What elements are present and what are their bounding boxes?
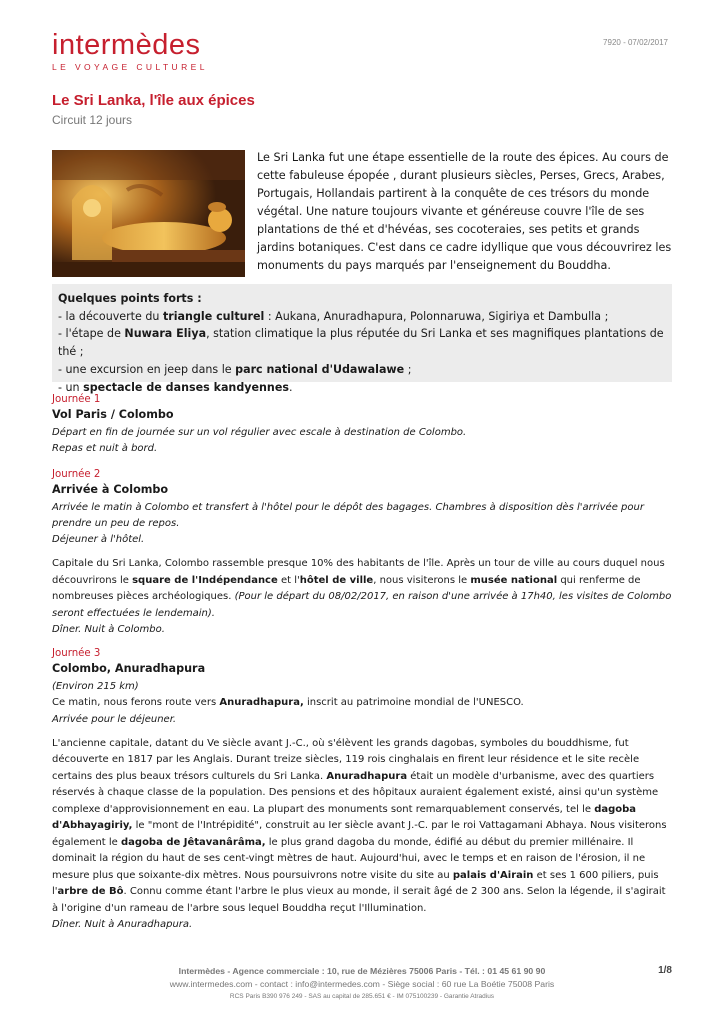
day-title: Vol Paris / Colombo bbox=[52, 408, 174, 421]
day-note: Arrivée le matin à Colombo et transfert à l'hôtel pour le dépôt des bagages. Chambres à disposition dès l'arrivée pour prendre un peu de repos. bbox=[52, 502, 644, 529]
page-title: Le Sri Lanka, l'île aux épices bbox=[52, 92, 255, 109]
highlight-item: - la découverte du triangle culturel : Aukana, Anuradhapura, Polonnaruwa, Sigiriya et Dambulla ; bbox=[58, 309, 609, 323]
day-note: Repas et nuit à bord. bbox=[52, 443, 158, 454]
highlights-box bbox=[52, 284, 672, 394]
day-title: Colombo, Anuradhapura bbox=[52, 662, 206, 675]
logo-tagline: LE VOYAGE CULTUREL bbox=[52, 62, 208, 72]
footer-agency: Intermèdes - Agence commerciale : 10, rue de Mézières 75006 Paris - Tél. : 01 45 61 90 90 bbox=[178, 966, 546, 976]
day-note: Dîner. Nuit à Colombo. bbox=[52, 624, 165, 635]
day-2-section bbox=[52, 467, 672, 638]
logo-wordmark: intermèdes bbox=[52, 29, 201, 61]
day-note: Déjeuner à l'hôtel. bbox=[52, 534, 145, 545]
photo-illustration bbox=[52, 150, 245, 277]
day-1-section bbox=[52, 392, 672, 457]
day-paragraph: Capitale du Sri Lanka, Colombo rassemble presque 10% des habitants de l'île. Après un tour de ville au cours duquel nous découvrirons le square de l'Indépendance et l'hôtel de ville, nous visiterons le musée national qui renferme de nombreuses pièces archéologiques. (Pour le départ du 08/02/2017, en raison d'une arrivée à 17h40, les visites de Colombo seront effectuées le lendemain). bbox=[52, 558, 672, 619]
intermedes-logo bbox=[52, 30, 208, 72]
day-text: Ce matin, nous ferons route vers Anuradhapura, inscrit au patrimoine mondial de l'UNESCO. bbox=[52, 697, 524, 708]
day-label: Journée 1 bbox=[52, 394, 101, 405]
day-title: Arrivée à Colombo bbox=[52, 483, 169, 496]
intro-paragraph: Le Sri Lanka fut une étape essentielle de la route des épices. Au cours de cette fabuleuse épopée , durant plusieurs siècles, Perses, Grecs, Arabes, Portugais, Hollandais partirent à la conquête de ces trésors du monde végétal. Une nature toujours vivante et généreuse couvre l'île de ses plantations de thé et d'hévéas, ses cocoteraies, ses petits et grands jardins botaniques. C'est dans ce cadre idyllique que vous découvrirez les monuments du pays marqués par l'enseignement du Bouddha. bbox=[257, 151, 672, 272]
page-subtitle: Circuit 12 jours bbox=[52, 113, 133, 127]
footer-contact: www.intermedes.com - contact : info@intermedes.com - Siège social : 60 rue La Boétie 75008 Paris bbox=[169, 979, 555, 989]
day-label: Journée 3 bbox=[52, 648, 101, 659]
document-reference: 7920 - 07/02/2017 bbox=[603, 38, 668, 47]
highlight-item: - un spectacle de danses kandyennes. bbox=[58, 380, 293, 394]
day-label: Journée 2 bbox=[52, 469, 101, 480]
day-3-section bbox=[52, 646, 672, 933]
page-footer bbox=[0, 965, 724, 1003]
day-note: (Environ 215 km) bbox=[52, 681, 139, 692]
footer-legal: RCS Paris B390 976 249 - SAS au capital de 285.651 € - IM 075100239 - Garantie Atradius bbox=[229, 993, 495, 1000]
day-note: Dîner. Nuit à Anuradhapura. bbox=[52, 919, 193, 930]
highlights-title: Quelques points forts : bbox=[58, 292, 202, 305]
day-note: Arrivée pour le déjeuner. bbox=[52, 713, 177, 725]
page-number: 1/8 bbox=[658, 965, 672, 976]
day-paragraph: L'ancienne capitale, datant du Ve siècle avant J.-C., où s'élèvent les grands dagobas, symboles du bouddhisme, fut découverte en 1817 par les Anglais. Durant treize siècles, 119 rois cinghalais en firent leur résidence et le site recèle certains des plus beaux trésors culturels du Sri Lanka. Anuradhapura était un modèle d'urbanisme, avec des quartiers réservés à chaque classe de la population. Des pensions et des hôpitaux auraient également existé, ainsi qu'un système complexe d'approvisionnement en eau. La plupart des monuments sont remarquablement conservés, tel le dagoba d'Abhayagiriy, le "mont de l'Intrépidité", construit au Ier siècle avant J.-C. par le roi Vattagamani Abhaya. Nous visiterons également le dagoba de Jêtavanârâma, le plus grand dagoba du monde, édifié au début du premier millénaire. Il dominait la région du haut de ses cent-vingt mètres de haut. Aujourd'hui, avec le temps et en raison de l'érosion, il ne mesure plus que soixante-dix mètres. Nous poursuivrons notre visite du site au palais d'Airain et ses 1 600 piliers, puis l'arbre de Bô. Connu comme étant l'arbre le plus vieux au monde, il serait âgé de 2 300 ans. Selon la légende, il s'agirait à l'origine d'un rameau de l'arbre sous lequel Bouddha reçut l'Illumination. bbox=[52, 737, 667, 914]
highlight-item: - l'étape de Nuwara Eliya, station climatique la plus réputée du Sri Lanka et ses magnifiques plantations de thé ; bbox=[58, 327, 664, 359]
day-note: Départ en fin de journée sur un vol régulier avec escale à destination de Colombo. bbox=[52, 427, 467, 438]
reclining-buddha-photo bbox=[52, 150, 245, 277]
highlight-item: - une excursion en jeep dans le parc national d'Udawalawe ; bbox=[58, 362, 412, 376]
